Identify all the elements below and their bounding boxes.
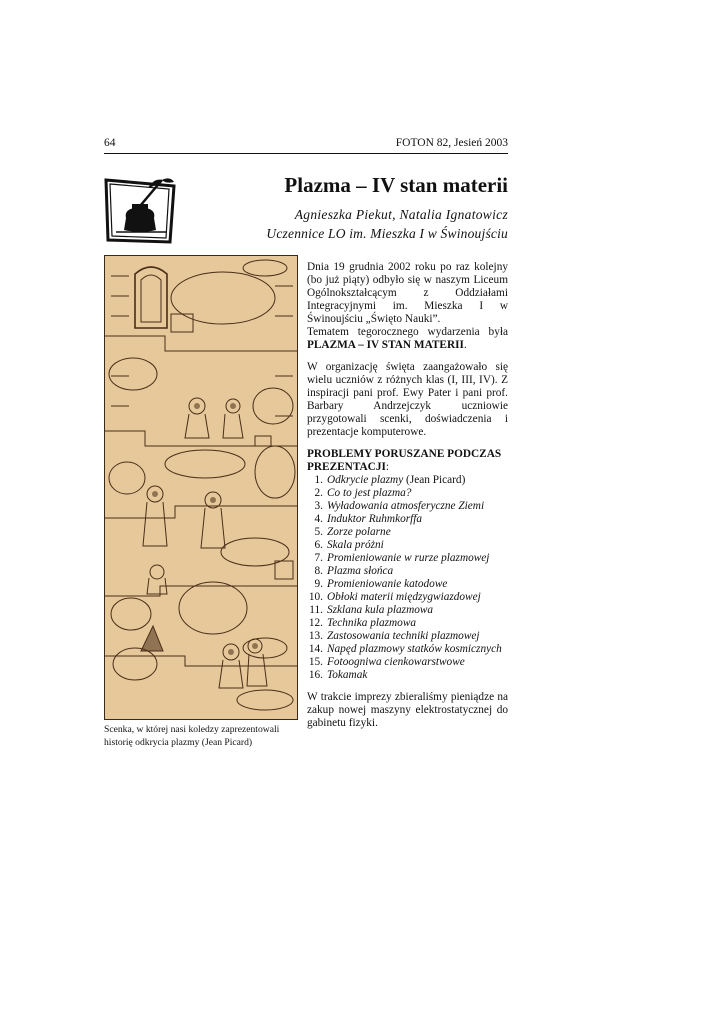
list-item-number: 14.	[308, 643, 323, 655]
list-item-title: Induktor Ruhmkorffa	[327, 513, 423, 525]
list-heading: PROBLEMY PORUSZANE PODCZAS PREZENTACJI:	[307, 448, 502, 473]
list-item-number: 12.	[308, 617, 323, 629]
list-item-title: Co to jest plazma?	[327, 487, 412, 499]
list-item-number: 16.	[308, 669, 323, 681]
list-item-number: 7.	[314, 552, 323, 564]
list-item-text	[327, 487, 411, 500]
list-item	[307, 565, 508, 578]
article-body	[307, 261, 508, 730]
list-item-number: 13.	[308, 630, 323, 642]
list-item-title: Wyładowania atmosferyczne Ziemi	[327, 500, 485, 512]
list-item-text	[327, 669, 367, 682]
list-item	[307, 539, 508, 552]
list-item-number: 9.	[314, 578, 323, 590]
list-item	[307, 513, 508, 526]
page-number: 64	[104, 137, 116, 149]
list-item-text	[327, 552, 489, 565]
list-item	[307, 604, 508, 617]
paragraph-theme: Tematem tegorocznego wydarzenia była PLAZMA – IV STAN MATERII.	[307, 326, 508, 351]
list-item	[307, 578, 508, 591]
list-item	[307, 552, 508, 565]
list-item-text	[327, 630, 480, 643]
list-item	[307, 526, 508, 539]
list-item-text	[327, 539, 384, 552]
list-item	[307, 617, 508, 630]
list-item	[307, 656, 508, 669]
quill-inkwell-icon	[104, 174, 179, 244]
topic-list	[307, 474, 508, 682]
list-item	[307, 474, 508, 487]
list-item-note: (Jean Picard)	[403, 474, 466, 486]
paragraph-intro: Dnia 19 grudnia 2002 roku po raz kolejny (bo już piąty) odbyło się w naszym Liceum Ogólnokształcącym z Oddziałami Integracyjnymi im. Mieszka I w Świnoujściu „Święto Nauki”.	[307, 261, 508, 325]
running-header	[104, 137, 508, 154]
list-item	[307, 630, 508, 643]
list-item-title: Skala próżni	[327, 539, 384, 551]
list-item-title: Zorze polarne	[327, 526, 391, 538]
list-item	[307, 643, 508, 656]
list-item	[307, 500, 508, 513]
article-affiliation: Uczennice LO im. Mieszka I w Świnoujściu	[266, 226, 508, 241]
list-item-text	[327, 578, 447, 591]
list-item-text	[327, 604, 433, 617]
list-item-title: Zastosowania techniki plazmowej	[327, 630, 480, 642]
list-item-title: Plazma słońca	[327, 565, 394, 577]
list-item-text	[327, 500, 484, 513]
list-item-text	[327, 591, 481, 604]
list-item	[307, 591, 508, 604]
article-heading	[208, 172, 508, 243]
list-item-title: Szklana kula plazmowa	[327, 604, 434, 616]
list-item-text	[327, 513, 422, 526]
list-item-number: 4.	[314, 513, 323, 525]
paragraph-organization: W organizację święta zaangażowało się wielu uczniów z różnych klas (I, III, IV). Z inspiracji pani prof. Ewy Pater i pani prof. Barbary Andrzejczyk uczniowie przygotowali scenki, doświadczenia i prezentacje komputerowe.	[307, 361, 508, 438]
list-item-text	[327, 643, 502, 656]
list-item-number: 11.	[309, 604, 323, 616]
list-item-number: 6.	[314, 539, 323, 551]
list-item-title: Napęd plazmowy statków kosmicznych	[327, 643, 502, 655]
list-item	[307, 487, 508, 500]
theme-name: PLAZMA – IV STAN MATERII	[307, 339, 464, 351]
comic-strip-illustration	[104, 255, 298, 720]
list-item-text	[327, 617, 416, 630]
paragraph-closing: W trakcie imprezy zbieraliśmy pieniądze na zakup nowej maszyny elektrostatycznej do gabinetu fizyki.	[307, 691, 508, 729]
list-item-text	[327, 474, 465, 487]
list-item-number: 10.	[308, 591, 323, 603]
list-item-number: 1.	[314, 474, 323, 486]
list-item-text	[327, 656, 465, 669]
list-item-number: 2.	[314, 487, 323, 499]
list-item-title: Tokamak	[327, 669, 368, 681]
list-item-number: 15.	[308, 656, 323, 668]
list-item-number: 3.	[314, 500, 323, 512]
list-item-title: Fotoogniwa cienkowarstwowe	[327, 656, 465, 668]
figure-caption: Scenka, w której nasi koledzy zaprezentowali historię odkrycia plazmy (Jean Picard)	[104, 724, 280, 748]
list-item-number: 8.	[314, 565, 323, 577]
list-item-text	[327, 526, 391, 539]
list-item-title: Promieniowanie katodowe	[327, 578, 448, 590]
list-item-title: Promieniowanie w rurze plazmowej	[327, 552, 490, 564]
list-item-number: 5.	[314, 526, 323, 538]
article-authors: Agnieszka Piekut, Natalia Ignatowicz	[294, 207, 508, 222]
list-item	[307, 669, 508, 682]
list-item-title: Odkrycie plazmy	[327, 474, 404, 486]
list-item-title: Technika plazmowa	[327, 617, 417, 629]
journal-issue: FOTON 82, Jesień 2003	[395, 137, 508, 149]
article-title: Plazma – IV stan materii	[284, 173, 508, 197]
list-item-text	[327, 565, 393, 578]
list-item-title: Obłoki materii międzygwiazdowej	[327, 591, 481, 603]
